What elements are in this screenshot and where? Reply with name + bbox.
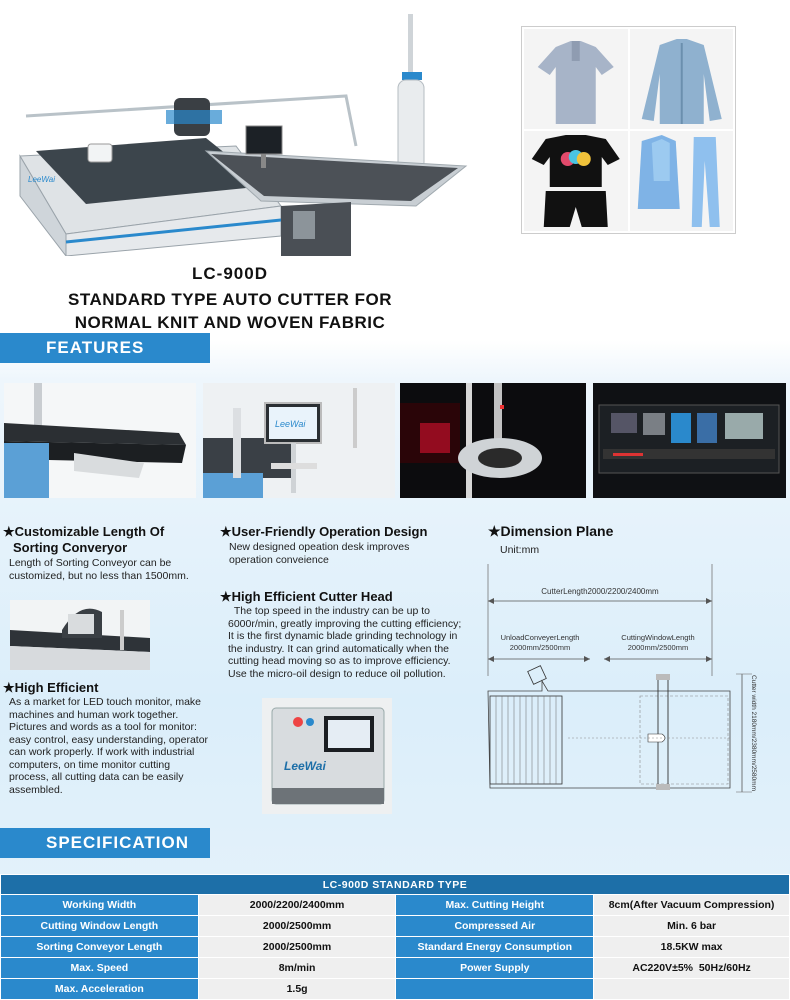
spec-value: AC220V±5% 50Hz/60Hz: [594, 958, 790, 979]
feature-cutter-head-text: The top speed in the industry can be up to 6000r/min, greatly improving the cutting efficiency; It is the first dynamic blade grinding technology in the industry. It can grind automatically when the cutting head moving so as to improve efficiency. Use the micro-oil design to reduce oil pollution.: [228, 605, 465, 680]
cutting-window-label: CuttingWindowLength: [621, 633, 695, 642]
spec-value: 2000/2500mm: [198, 916, 396, 937]
operation-desk-photo: [203, 383, 395, 498]
feature-high-efficient-title: ★High Efficient: [3, 680, 99, 695]
svg-text:LeeWai: LeeWai: [28, 175, 55, 184]
denim-jacket-image: [630, 29, 734, 129]
feature-operation-design-title: ★User-Friendly Operation Design: [220, 524, 428, 539]
spec-value: 1.5g: [198, 979, 396, 1000]
features-heading: FEATURES: [0, 333, 210, 363]
electrical-cabinet-photo: [593, 383, 786, 498]
spec-label: Power Supply: [396, 958, 594, 979]
polo-shirt-image: [524, 29, 628, 129]
spec-value: 8cm(After Vacuum Compression): [594, 895, 790, 916]
dimension-plane-diagram: [480, 556, 780, 806]
spec-label: Max. Acceleration: [1, 979, 199, 1000]
sorting-conveyor-photo: [4, 383, 196, 498]
table-row: [1, 937, 790, 958]
product-model: LC-900D: [192, 264, 268, 283]
control-panel-photo: [10, 600, 150, 670]
spec-label: Working Width: [1, 895, 199, 916]
cutting-window-value: 2000mm/2500mm: [627, 643, 689, 652]
unload-conveyor-label: UnloadConveyerLength: [500, 633, 580, 642]
table-row: [1, 958, 790, 979]
spec-value: 2000/2500mm: [198, 937, 396, 958]
spec-value: 18.5KW max: [594, 937, 790, 958]
spec-value: 8m/min: [198, 958, 396, 979]
cutter-head-photo: [400, 383, 586, 498]
feature-high-efficient-text: As a market for LED touch monitor, make machines and human work together. Pictures and words as a tool for monitor: easy control, easy understanding, operator can work properly. If work with industrial computers, on time monitor cutting process, all cutting data can be easily assembled.: [9, 696, 209, 796]
spec-label: Max. Cutting Height: [396, 895, 594, 916]
cutter-touch-monitor-photo: [262, 698, 392, 814]
table-row: [1, 916, 790, 937]
spec-label: Max. Speed: [1, 958, 199, 979]
feature-operation-design-text: New designed opeation desk improves operation conveience: [229, 541, 410, 566]
product-title-line1: STANDARD TYPE AUTO CUTTER FOR: [68, 290, 392, 309]
spec-value: Min. 6 bar: [594, 916, 790, 937]
spec-label: Sorting Conveyor Length: [1, 937, 199, 958]
feature-cutter-head-title: ★High Efficient Cutter Head: [220, 589, 393, 604]
svg-text:LeeWai: LeeWai: [275, 419, 306, 429]
dimension-unit: Unit:mm: [500, 544, 540, 556]
garment-samples-collage: [521, 26, 736, 234]
dimension-plane-title: ★Dimension Plane: [488, 523, 614, 539]
spec-label: Compressed Air: [396, 916, 594, 937]
spec-label: [396, 979, 594, 1000]
black-tshirt-shorts-image: [524, 131, 628, 231]
spec-value: [594, 979, 790, 1000]
cutter-width-label: Cutter width 2180mm/2380mm/2580mm: [750, 675, 757, 791]
unload-conveyor-value: 2000mm/2500mm: [509, 643, 571, 652]
feature-sorting-conveyor-title-line2: Sorting Converyor: [13, 540, 128, 555]
spec-label: Cutting Window Length: [1, 916, 199, 937]
table-header-row: [1, 875, 790, 895]
feature-sorting-conveyor-text: Length of Sorting Conveyor can be customized, but no less than 1500mm.: [9, 557, 189, 582]
table-row: [1, 895, 790, 916]
spec-table-title: LC-900D STANDARD TYPE: [1, 875, 790, 895]
auto-cutter-machine-image: [6, 6, 506, 256]
product-title-line2: NORMAL KNIT AND WOVEN FABRIC: [74, 313, 386, 332]
suit-image: [630, 131, 734, 231]
spec-label: Standard Energy Consumption: [396, 937, 594, 958]
spec-value: 2000/2200/2400mm: [198, 895, 396, 916]
specification-table: [0, 874, 790, 1000]
feature-sorting-conveyor-title-line1: ★Customizable Length Of: [3, 524, 165, 539]
cutter-length-label: CutterLength2000/2200/2400mm: [541, 587, 659, 596]
table-row: [1, 979, 790, 1000]
specification-heading: SPECIFICATION: [0, 828, 210, 858]
brand-logo: LeeWai: [284, 759, 326, 773]
